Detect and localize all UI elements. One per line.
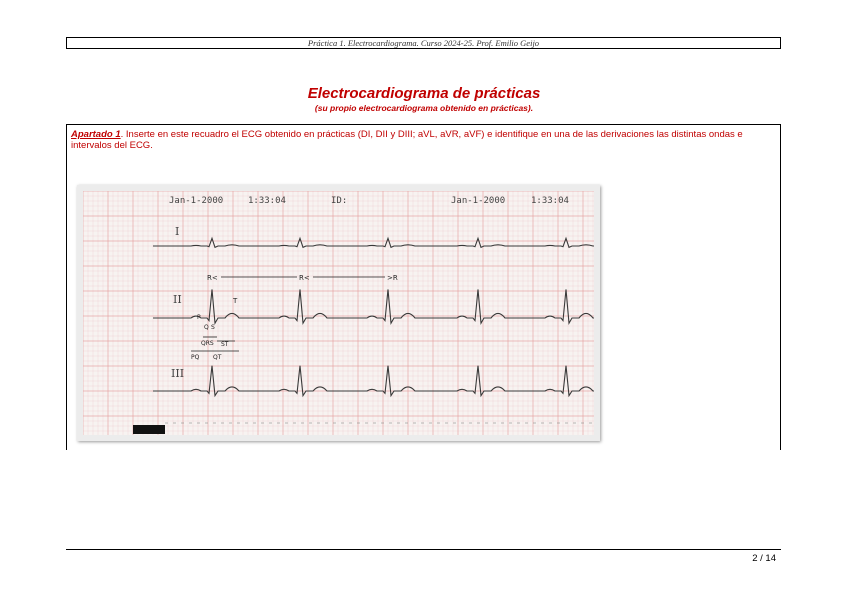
annot-pq: PQ bbox=[191, 354, 200, 361]
ecg-paper bbox=[83, 191, 594, 435]
annot-qt: QT bbox=[213, 354, 222, 361]
running-header: Práctica 1. Electrocardiograma. Curso 2024-25. Prof. Emilio Geijo bbox=[66, 37, 781, 49]
annot-p: P bbox=[197, 314, 201, 321]
annot-r-1: R< bbox=[207, 274, 218, 282]
lead-label-ii: II bbox=[173, 293, 182, 306]
apartado-text: . Inserte en este recuadro el ECG obtenido en prácticas (DI, DII y DIII; aVL, aVR, aVF) e identifique en una de las derivaciones las distintas ondas e intervalos del ECG. bbox=[71, 129, 743, 151]
annot-qrs: QRS bbox=[201, 340, 214, 347]
annot-q: Q bbox=[204, 324, 209, 331]
ecg-id-label: ID: bbox=[331, 196, 348, 206]
footer-rule bbox=[66, 549, 781, 550]
ecg-date-right: Jan-1-2000 bbox=[451, 196, 506, 206]
ecg-photo bbox=[77, 185, 600, 441]
page-title: Electrocardiograma de prácticas bbox=[307, 85, 541, 102]
apartado-lead: Apartado 1 bbox=[71, 129, 121, 140]
annot-s: S bbox=[211, 324, 215, 331]
apartado-instructions bbox=[71, 129, 776, 151]
lead-label-i: I bbox=[175, 225, 180, 238]
ecg-strip bbox=[83, 191, 594, 435]
apartado-box bbox=[66, 124, 781, 450]
calibration-marker bbox=[133, 425, 165, 434]
ecg-date-left: Jan-1-2000 bbox=[169, 196, 224, 206]
ecg-time-right: 1:33:04 bbox=[531, 196, 569, 206]
page-subtitle: (su propio electrocardiograma obtenido en prácticas). bbox=[314, 103, 534, 113]
annot-t: T bbox=[233, 297, 238, 305]
annot-r-3: >R bbox=[387, 274, 398, 282]
lead-label-iii: III bbox=[171, 367, 185, 380]
annot-st: ST bbox=[221, 341, 229, 348]
ecg-time-left: 1:33:04 bbox=[248, 196, 286, 206]
annot-r-2: R< bbox=[299, 274, 310, 282]
page-number: 2 / 14 bbox=[752, 553, 776, 564]
